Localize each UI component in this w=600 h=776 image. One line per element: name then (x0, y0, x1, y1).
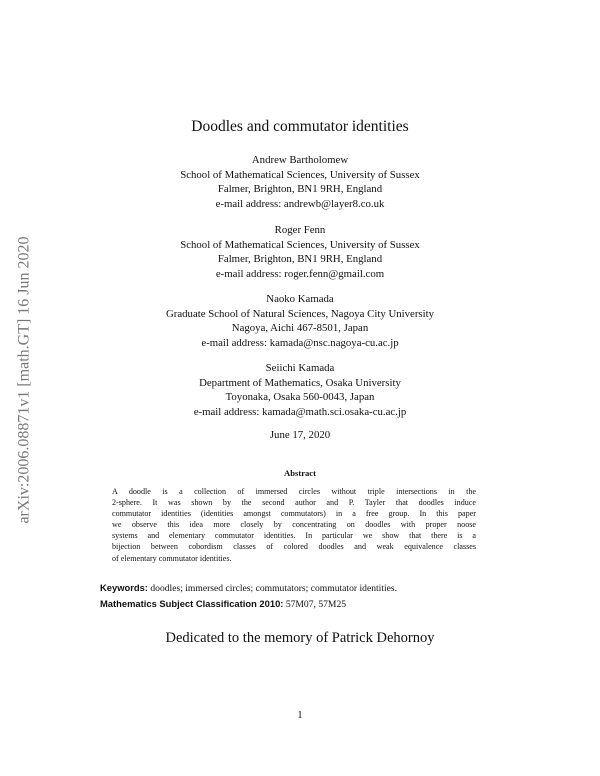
author-address: Toyonaka, Osaka 560-0043, Japan (225, 391, 375, 403)
keywords-label: Keywords: (100, 582, 148, 593)
author-name: Roger Fenn (274, 224, 326, 236)
keywords (100, 582, 397, 594)
abstract-line: of elementary commutator identities. (112, 553, 232, 563)
author-email: e-mail address: kamada@nsc.nagoya-cu.ac.jp (201, 336, 399, 349)
abstract-line: bijection between cobordism classes of colored doodles and weak equivalence classes (112, 542, 476, 552)
keywords-text: doodles; immersed circles; commutators; commutator identities. (150, 583, 398, 594)
author-address: Nagoya, Aichi 467-8501, Japan (231, 322, 369, 334)
author-name: Andrew Bartholomew (251, 154, 349, 166)
paper-title: Doodles and commutator identities (191, 118, 409, 135)
page-number: 1 (297, 709, 303, 721)
author-email: e-mail address: roger.fenn@gmail.com (215, 267, 385, 280)
author-email: e-mail address: andrewb@layer8.co.uk (215, 197, 385, 210)
abstract-heading: Abstract (284, 468, 316, 478)
abstract-line: 2-sphere. It was shown by the second author and P. Tayler that doodles induce (112, 498, 476, 508)
abstract-line: we observe this idea more closely by concentrating on doodles with proper noose (112, 520, 476, 530)
author-affiliation: Graduate School of Natural Sciences, Nagoya City University (165, 307, 435, 320)
author-block-2 (0, 223, 600, 281)
author-block-4 (0, 361, 600, 419)
abstract-line: commutator identities (identities amongst commutators) in a free group. In this paper (112, 509, 476, 519)
msc-text: 57M07, 57M25 (285, 599, 347, 610)
abstract-line: A doodle is a collection of immersed circles without triple intersections in the (112, 487, 476, 496)
author-address: Falmer, Brighton, BN1 9RH, England (217, 253, 383, 265)
arxiv-id: arXiv:2006.08871v1 [math.GT] 16 Jun 2020 (16, 236, 34, 524)
author-affiliation: School of Mathematical Sciences, University of Sussex (180, 238, 420, 251)
author-block-1 (0, 153, 600, 211)
author-address: Falmer, Brighton, BN1 9RH, England (217, 183, 383, 195)
msc-classification (100, 598, 346, 610)
msc-label: Mathematics Subject Classification 2010: (100, 598, 284, 609)
author-email: e-mail address: kamada@math.sci.osaka-cu.ac.jp (193, 405, 407, 418)
author-block-3 (0, 292, 600, 350)
paper-date: June 17, 2020 (269, 429, 331, 441)
abstract-body (112, 486, 476, 564)
author-affiliation: Department of Mathematics, Osaka University (199, 376, 401, 389)
dedication: Dedicated to the memory of Patrick Dehornoy (165, 630, 435, 646)
author-name: Seiichi Kamada (265, 362, 335, 374)
author-affiliation: School of Mathematical Sciences, University of Sussex (180, 168, 420, 181)
abstract-line: systems and elementary commutator identities. In particular we show that there is a (112, 531, 476, 541)
author-name: Naoko Kamada (266, 293, 334, 305)
